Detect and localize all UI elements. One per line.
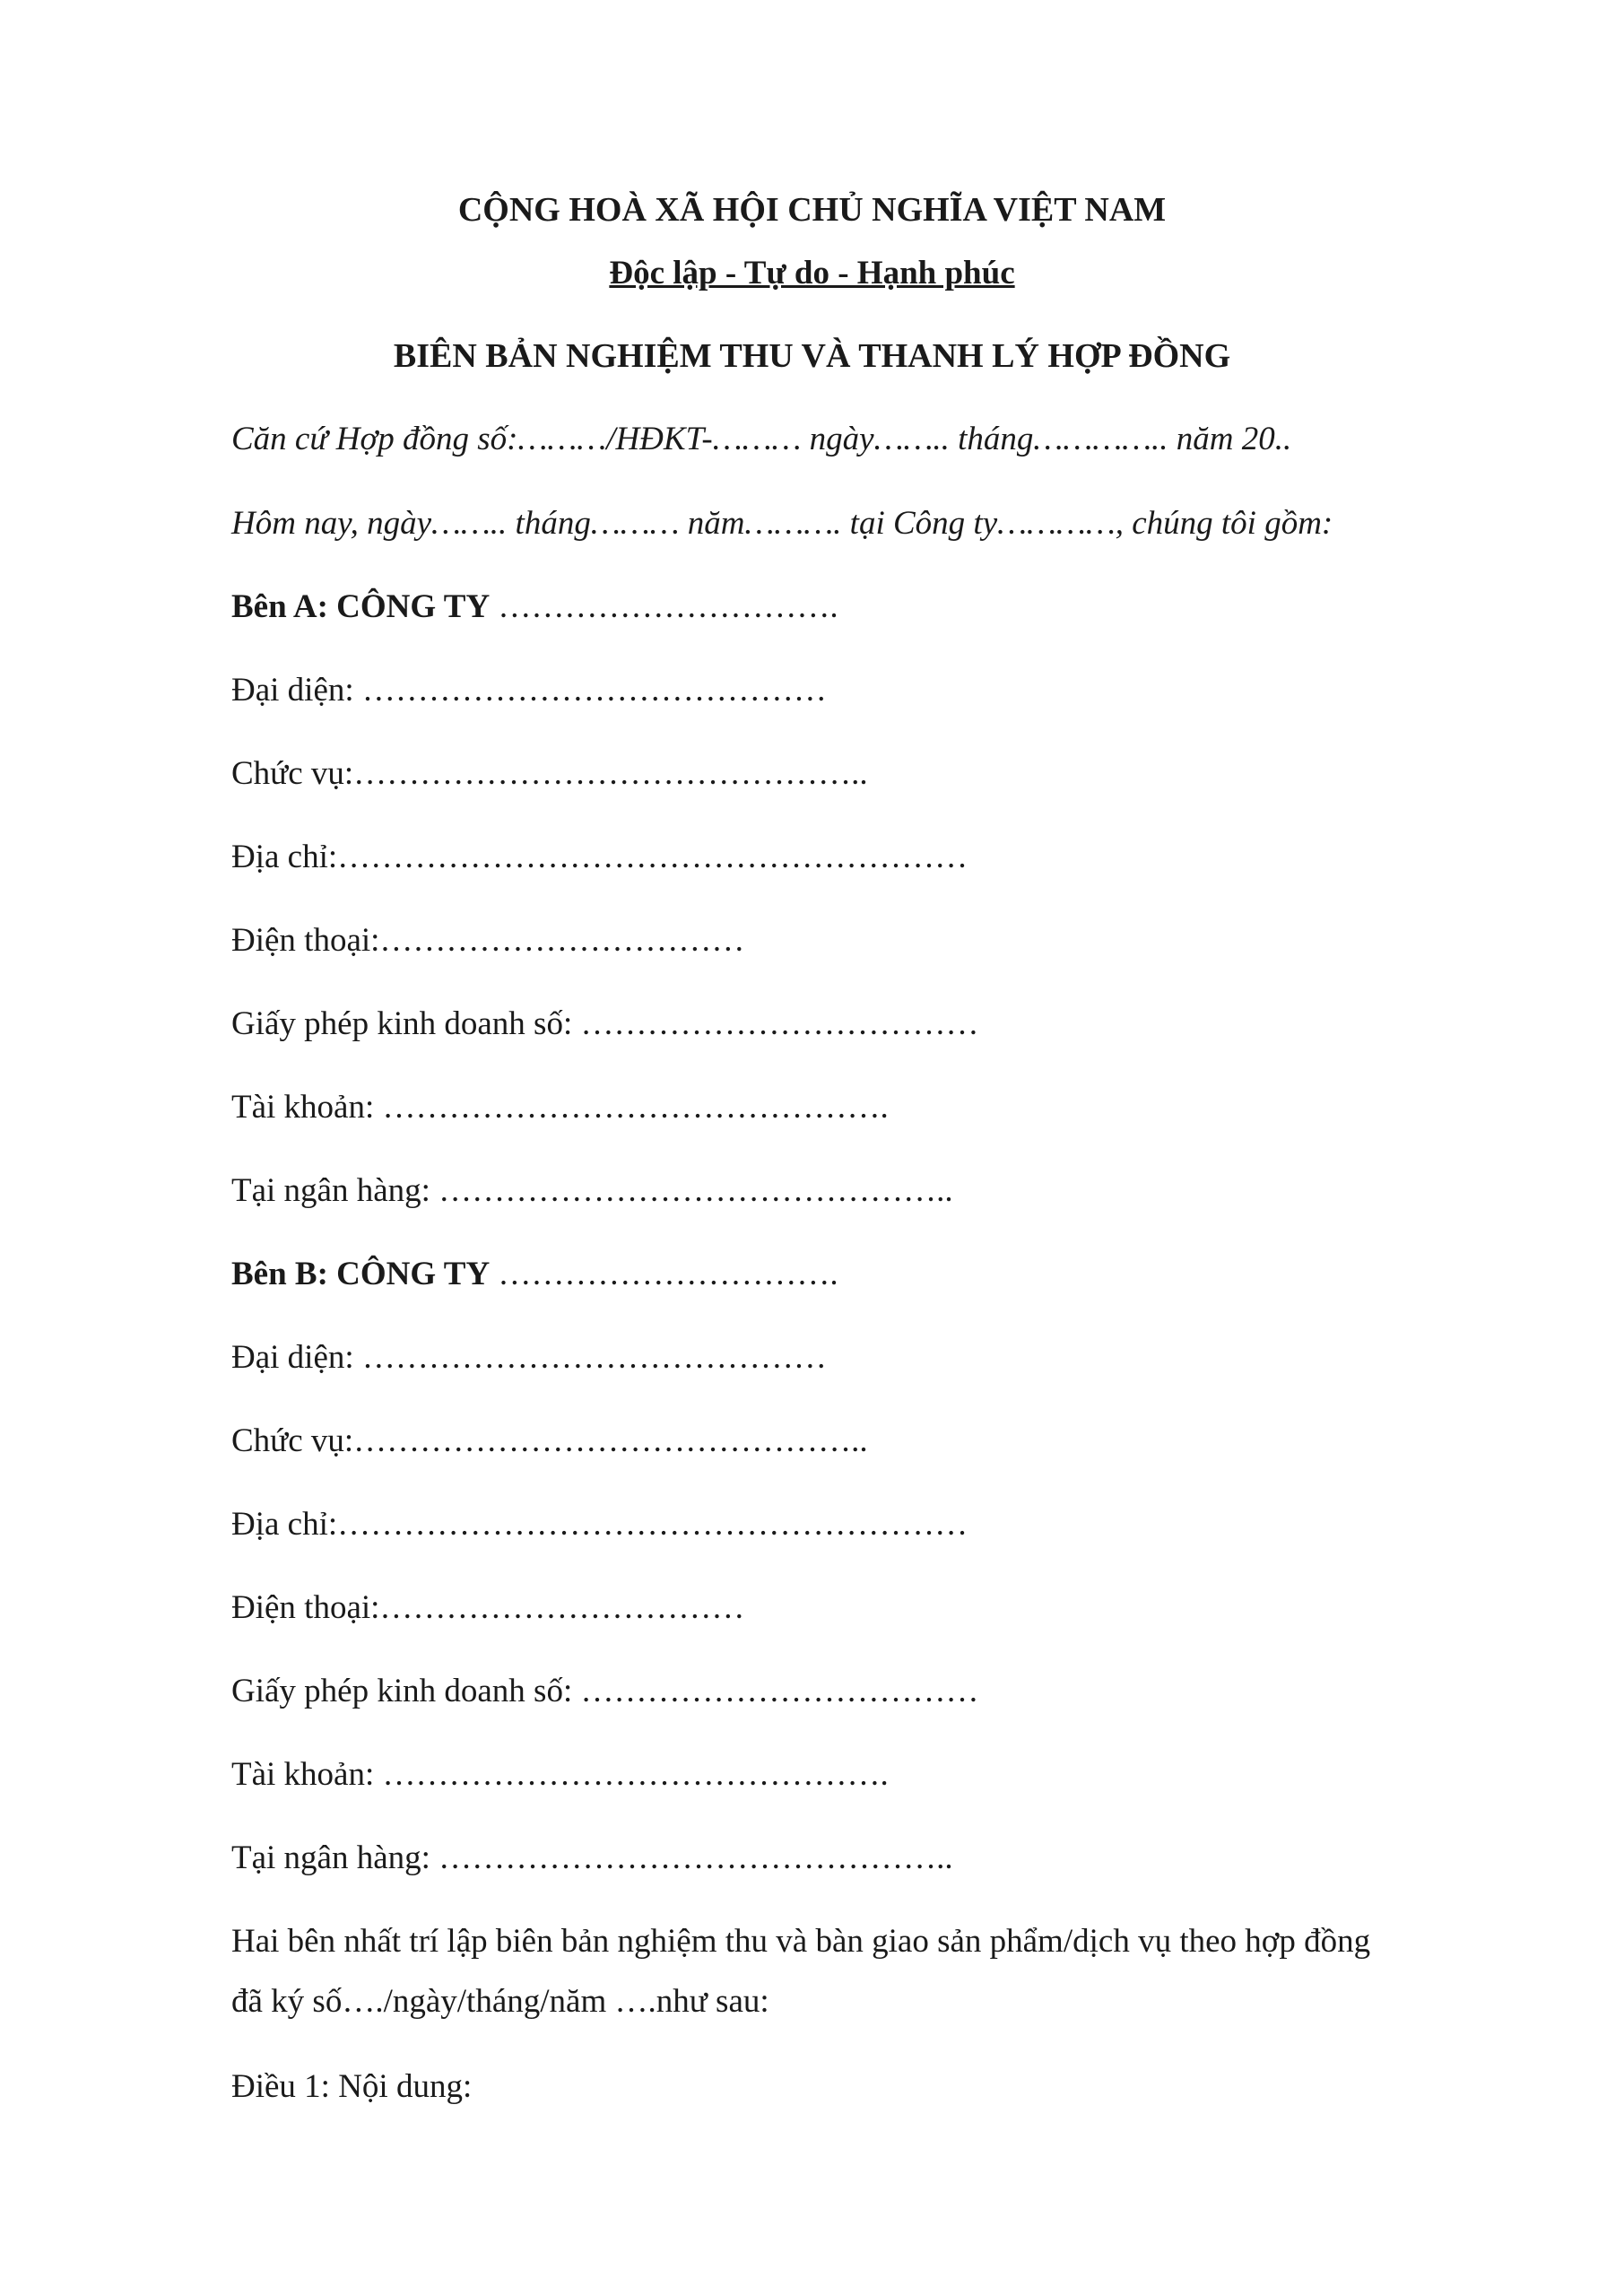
party-a-phone: Điện thoại:…………………………… [231, 922, 745, 959]
party-b-account: Tài khoản: ………………………………………. [231, 1756, 889, 1793]
today-line: Hôm nay, ngày…….. tháng……… năm………. tại Công ty…………, chúng tôi gồm: [231, 505, 1333, 542]
motto: Độc lập - Tự do - Hạnh phúc [609, 255, 1015, 291]
party-a-representative: Đại diện: …………………………………… [231, 672, 827, 709]
party-b-label-dots: …………………………. [490, 1256, 838, 1292]
document-title: BIÊN BẢN NGHIỆM THU VÀ THANH LÝ HỢP ĐỒNG [393, 337, 1231, 375]
party-b-heading [231, 1255, 838, 1294]
article-1-heading: Điều 1: Nội dung: [231, 2068, 473, 2105]
agreement-line-1: Hai bên nhất trí lập biên bản nghiệm thu và bàn giao sản phẩm/dịch vụ theo hợp đồng [231, 1923, 1371, 1960]
party-a-account: Tài khoản: ………………………………………. [231, 1089, 889, 1126]
agreement-line-2: đã ký số…./ngày/tháng/năm ….như sau: [231, 1983, 769, 2020]
nation-heading: CỘNG HOÀ XÃ HỘI CHỦ NGHĨA VIỆT NAM [457, 191, 1167, 229]
party-b-representative: Đại diện: …………………………………… [231, 1339, 827, 1376]
party-a-label: Bên A: CÔNG TY [231, 588, 491, 625]
party-a-bank: Tại ngân hàng: ……………………………………….. [231, 1172, 953, 1209]
party-b-label: Bên B: CÔNG TY [231, 1256, 491, 1292]
contract-basis-line: Căn cứ Hợp đồng số:………/HĐKT-……… ngày…….. tháng………….. năm 20.. [231, 421, 1292, 457]
party-b-position: Chức vụ:……………………………………….. [231, 1422, 868, 1459]
party-b-business-license: Giấy phép kinh doanh số: ……………………………… [231, 1673, 979, 1709]
party-a-business-license: Giấy phép kinh doanh số: ……………………………… [231, 1005, 979, 1042]
party-b-phone: Điện thoại:…………………………… [231, 1589, 745, 1626]
party-a-address: Địa chỉ:………………………………………………… [231, 839, 968, 875]
party-b-bank: Tại ngân hàng: ……………………………………….. [231, 1839, 953, 1876]
party-a-position: Chức vụ:……………………………………….. [231, 755, 868, 792]
party-a-heading [231, 587, 838, 627]
party-a-label-dots: …………………………. [490, 588, 838, 625]
party-b-address: Địa chỉ:………………………………………………… [231, 1506, 968, 1543]
